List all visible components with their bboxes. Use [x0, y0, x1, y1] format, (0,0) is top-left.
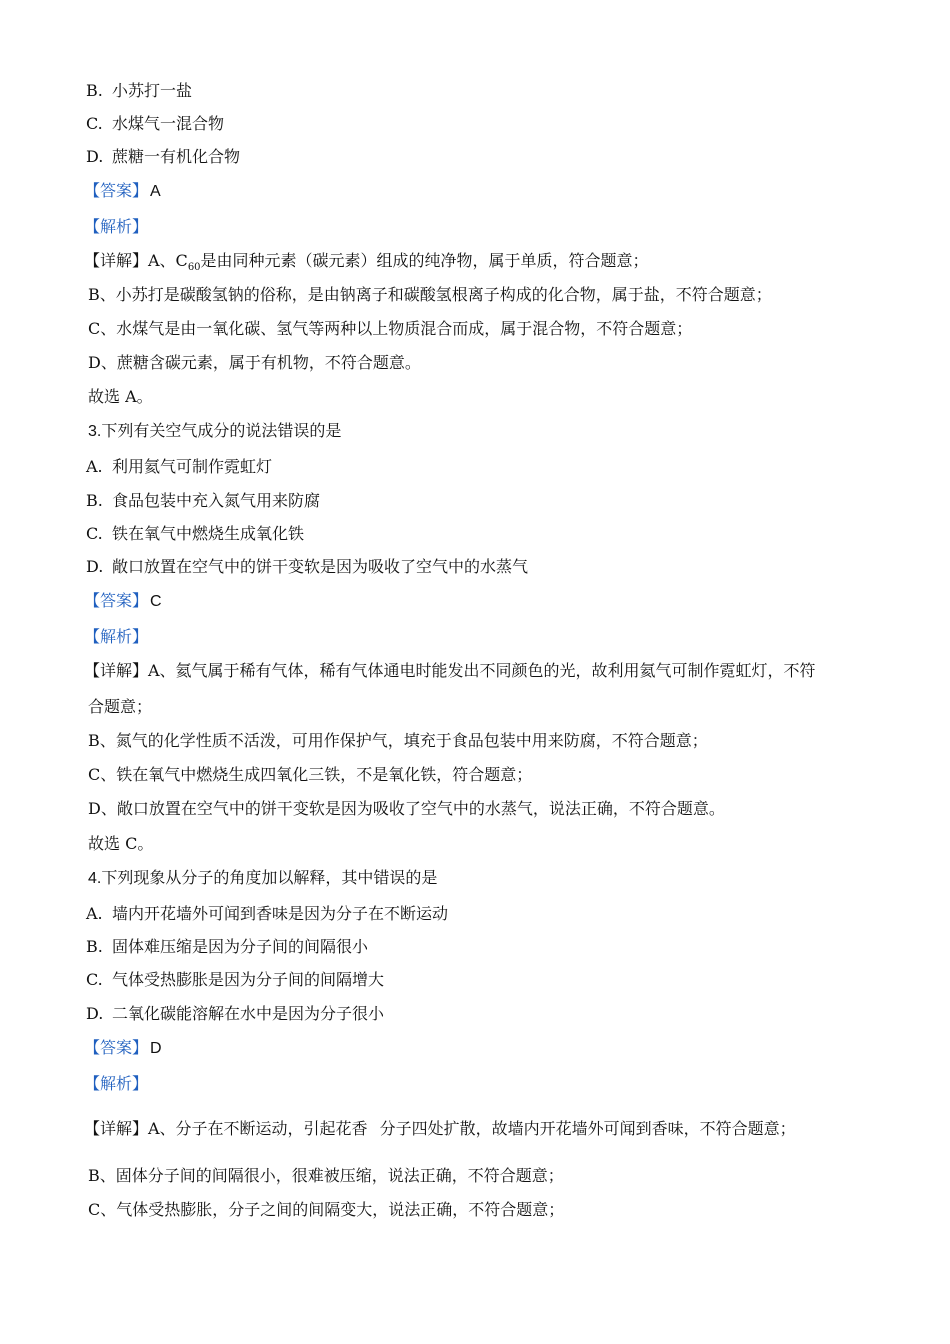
- option-text: 水煤气一混合物: [112, 114, 225, 133]
- option-text: 小苏打一盐: [112, 81, 193, 100]
- q3-detail-a-line1: 【详解】A、氦气属于稀有气体，稀有气体通电时能发出不同颜色的光，故利用氦气可制作霓虹灯，不符: [84, 661, 816, 680]
- q2-conclusion: 故选 A。: [88, 387, 153, 406]
- detail-text: 【详解】A、分子在不断运动，引起花香: [84, 1119, 368, 1138]
- option-text: 食品包装中充入氮气用来防腐: [112, 491, 321, 510]
- q4-option-d: [86, 1004, 384, 1024]
- option-letter: D.: [86, 557, 104, 576]
- option-text: 蔗糖一有机化合物: [112, 147, 241, 166]
- q4-detail-a: [84, 1119, 796, 1139]
- option-text: 二氧化碳能溶解在水中是因为分子很小: [112, 1004, 385, 1023]
- q4-option-a: [86, 904, 448, 924]
- question-number: 4.: [88, 870, 102, 887]
- answer-value: A: [150, 183, 161, 200]
- option-letter: B.: [86, 491, 103, 510]
- option-letter: A.: [86, 904, 103, 923]
- q4-detail-c: C、气体受热膨胀，分子之间的间隔变大，说法正确，不符合题意；: [88, 1200, 565, 1219]
- option-letter: A.: [86, 457, 103, 476]
- q2-detail-d: D、蔗糖含碳元素，属于有机物，不符合题意。: [88, 353, 421, 372]
- q2-detail-b: B、小苏打是碳酸氢钠的俗称，是由钠离子和碳酸氢根离子构成的化合物，属于盐，不符合题意；: [88, 285, 772, 304]
- q4-answer: [84, 1038, 162, 1059]
- analysis-tag: 【解析】: [84, 217, 149, 236]
- q3-option-b: [86, 491, 320, 511]
- q4-option-c: [86, 970, 384, 990]
- answer-tag: 【答案】: [84, 181, 149, 200]
- q2-analysis-tag: [84, 217, 148, 237]
- option-letter: D.: [86, 1004, 104, 1023]
- analysis-tag: 【解析】: [84, 627, 149, 646]
- option-text: 利用氦气可制作霓虹灯: [112, 457, 273, 476]
- analysis-tag: 【解析】: [84, 1074, 149, 1093]
- q2-detail-c: C、水煤气是由一氧化碳、氢气等两种以上物质混合而成，属于混合物，不符合题意；: [88, 319, 693, 338]
- option-letter: D.: [86, 147, 104, 166]
- option-text: 墙内开花墙外可闻到香味是因为分子在不断运动: [112, 904, 449, 923]
- option-letter: C.: [86, 114, 103, 133]
- q3-answer: [84, 591, 162, 612]
- option-letter: C.: [86, 524, 103, 543]
- q4-detail-b: B、固体分子间的间隔很小，很难被压缩，说法正确，不符合题意；: [88, 1166, 564, 1185]
- q2-option-b: [86, 81, 192, 101]
- detail-text: 分子四处扩散，故墙内开花墙外可闻到香味，不符合题意；: [379, 1119, 796, 1138]
- answer-tag: 【答案】: [84, 1038, 149, 1057]
- q3-detail-a-line2: 合题意；: [88, 697, 153, 716]
- option-text: 气体受热膨胀是因为分子间的间隔增大: [112, 970, 385, 989]
- option-letter: B.: [86, 937, 103, 956]
- question-stem: 下列有关空气成分的说法错误的是: [101, 421, 342, 440]
- q3-detail-d: D、敞口放置在空气中的饼干变软是因为吸收了空气中的水蒸气，说法正确，不符合题意。: [88, 799, 725, 818]
- detail-text: 是由同种元素（碳元素）组成的纯净物，属于单质，符合题意；: [200, 251, 649, 270]
- question-number: 3.: [88, 423, 102, 440]
- answer-tag: 【答案】: [84, 591, 149, 610]
- option-text: 铁在氧气中燃烧生成氧化铁: [112, 524, 305, 543]
- q3-detail-b: B、氮气的化学性质不活泼，可用作保护气，填充于食品包装中用来防腐，不符合题意；: [88, 731, 708, 750]
- q3-option-a: [86, 457, 272, 477]
- option-text: 敞口放置在空气中的饼干变软是因为吸收了空气中的水蒸气: [112, 557, 529, 576]
- option-letter: C.: [86, 970, 103, 989]
- answer-value: C: [150, 593, 162, 610]
- q3-analysis-tag: [84, 627, 148, 647]
- q4-analysis-tag: [84, 1074, 148, 1094]
- q2-option-d: [86, 147, 240, 167]
- option-letter: B.: [86, 81, 103, 100]
- q4-stem: [88, 868, 437, 889]
- option-text: 固体难压缩是因为分子间的间隔很小: [112, 937, 369, 956]
- question-stem: 下列现象从分子的角度加以解释，其中错误的是: [101, 868, 438, 887]
- q4-option-b: [86, 937, 368, 957]
- answer-value: D: [150, 1040, 162, 1057]
- q3-option-d: [86, 557, 528, 577]
- q3-stem: [88, 421, 341, 442]
- q2-option-c: [86, 114, 224, 134]
- q3-option-c: [86, 524, 304, 544]
- q2-detail-a: [84, 251, 649, 274]
- q3-conclusion: 故选 C。: [88, 834, 154, 853]
- q2-answer: [84, 181, 161, 202]
- q3-detail-c: C、铁在氧气中燃烧生成四氧化三铁，不是氧化铁，符合题意；: [88, 765, 533, 784]
- subscript: 60: [187, 262, 201, 274]
- detail-text: 【详解】A、C: [84, 251, 188, 270]
